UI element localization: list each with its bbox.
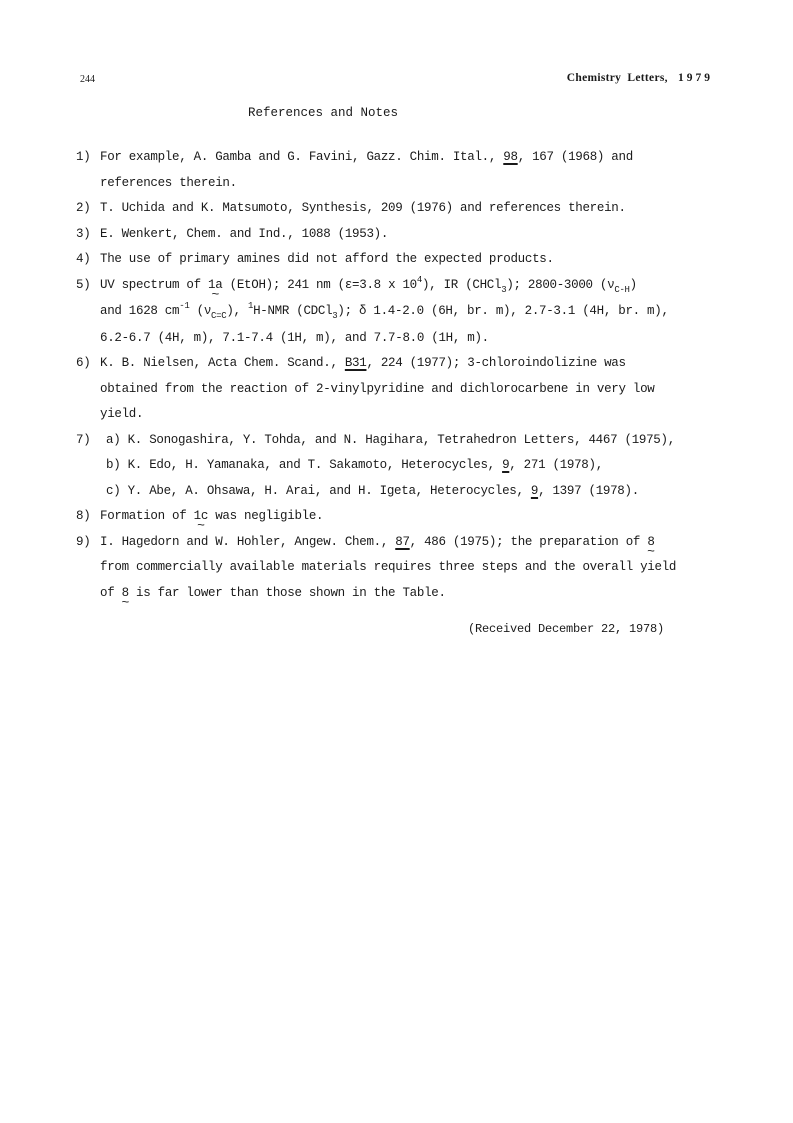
reference-text: references therein. <box>100 175 237 190</box>
volume-number: 98 <box>503 150 518 164</box>
reference-text: was negligible. <box>208 509 324 523</box>
reference-text: 6.2-6.7 (4H, m), 7.1-7.4 (1H, m), and 7.7-8.0 (1H, m). <box>100 330 489 345</box>
subscript: 3 <box>332 311 338 321</box>
subscript: C=C <box>211 311 227 321</box>
superscript: 1 <box>247 301 254 311</box>
superscript: -1 <box>179 301 190 311</box>
reference-2 <box>76 196 736 222</box>
section-title: References and Notes <box>248 106 399 120</box>
reference-text: of <box>100 585 122 600</box>
reference-text: yield. <box>100 407 144 421</box>
reference-number: 8) <box>76 509 91 523</box>
reference-number: 4) <box>76 252 91 266</box>
reference-text: I. Hagedorn and W. Hohler, Angew. Chem., <box>100 534 396 549</box>
reference-text: , 224 (1977); 3-chloroindolizine was <box>366 356 626 370</box>
reference-9 <box>76 530 736 607</box>
reference-text: E. Wenkert, Chem. and Ind., 1088 (1953). <box>100 226 389 241</box>
reference-text: is far lower than those shown in the Table. <box>128 585 446 600</box>
reference-text: from commercially available materials requires three steps and the overall yield <box>100 560 677 574</box>
reference-number: 9) <box>76 534 91 549</box>
compound-label: 1a ~ <box>208 273 222 299</box>
reference-8 <box>76 504 736 530</box>
reference-text: H-NMR (CDCl <box>253 304 333 318</box>
reference-text: T. Uchida and K. Matsumoto, Synthesis, 209 (1976) and references therein. <box>100 201 626 215</box>
reference-text: c) Y. Abe, A. Ohsawa, H. Arai, and H. Igeta, Heterocycles, <box>106 483 531 498</box>
reference-text: (EtOH); 241 nm (ε=3.8 x 10 <box>222 277 417 292</box>
reference-text: The use of primary amines did not afford the expected products. <box>100 252 554 266</box>
volume-number: B31 <box>344 356 367 370</box>
reference-text: ) <box>629 277 637 292</box>
reference-4 <box>76 247 736 273</box>
journal-header <box>567 72 713 84</box>
reference-6 <box>76 351 736 428</box>
reference-text: ), <box>226 304 248 318</box>
compound-label: 8 ~ <box>122 581 129 607</box>
reference-number: 2) <box>76 201 91 215</box>
volume-number: 87 <box>395 534 410 549</box>
superscript: 4 <box>416 274 422 285</box>
compound-label: 8 ~ <box>647 530 654 556</box>
reference-text: obtained from the reaction of 2-vinylpyridine and dichlorocarbene in very low <box>100 381 655 396</box>
reference-text: , 167 (1968) and <box>517 150 633 164</box>
compound-label: 1c ~ <box>194 504 208 530</box>
reference-text: Formation of <box>100 509 194 523</box>
subscript: C-H <box>614 284 630 295</box>
reference-3 <box>76 222 736 248</box>
received-date: (Received December 22, 1978) <box>468 622 665 636</box>
volume-number: 9 <box>530 483 539 498</box>
reference-text: K. B. Nielsen, Acta Chem. Scand., <box>100 356 345 370</box>
reference-text: , 486 (1975); the preparation of <box>409 534 648 549</box>
reference-number: 5) <box>76 277 91 292</box>
reference-text: , 1397 (1978). <box>538 483 639 498</box>
reference-number: 3) <box>76 226 91 241</box>
reference-5 <box>76 273 736 352</box>
page-number: 244 <box>80 74 95 85</box>
reference-text: ); 2800-3000 (ν <box>506 277 615 292</box>
reference-text: and 1628 cm <box>100 304 180 318</box>
reference-text: , 271 (1978), <box>509 458 603 472</box>
reference-number: 7) <box>76 432 91 447</box>
volume-number: 9 <box>502 458 510 472</box>
reference-text: UV spectrum of <box>100 277 209 292</box>
reference-text: For example, A. Gamba and G. Favini, Gazz. Chim. Ital., <box>100 150 504 164</box>
reference-number: 6) <box>76 356 91 370</box>
journal-year: 1979 <box>678 72 713 84</box>
reference-1 <box>76 145 736 196</box>
reference-list <box>76 145 736 606</box>
reference-text: b) K. Edo, H. Yamanaka, and T. Sakamoto, Heterocycles, <box>106 458 503 472</box>
reference-text: ); δ 1.4-2.0 (6H, br. m), 2.7-3.1 (4H, br. m), <box>337 304 669 318</box>
reference-text: ), IR (CHCl <box>421 277 502 292</box>
reference-text: a) K. Sonogashira, Y. Tohda, and N. Hagihara, Tetrahedron Letters, 4467 (1975), <box>106 432 675 447</box>
subscript: 3 <box>501 284 507 295</box>
reference-number: 1) <box>76 150 91 164</box>
reference-text: (ν <box>189 304 212 318</box>
journal-name: Chemistry Letters, <box>566 72 668 84</box>
reference-7 <box>76 428 736 505</box>
